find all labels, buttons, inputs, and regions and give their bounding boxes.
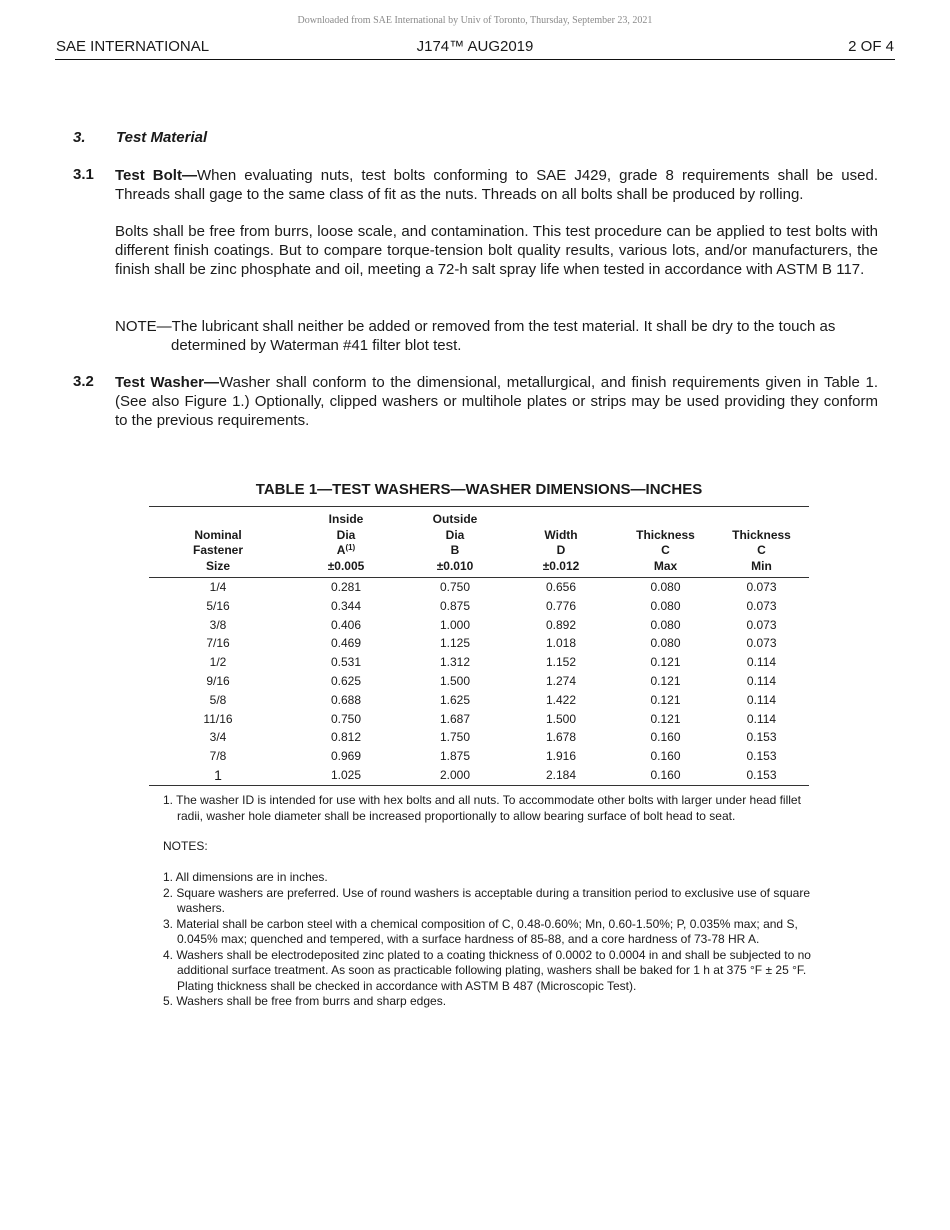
- col-header-line: C: [661, 543, 670, 557]
- table-cell: 0.160: [650, 749, 681, 764]
- table-cell: 0.080: [650, 617, 681, 632]
- note-item: 5. Washers shall be free from burrs and sharp edges.: [163, 994, 447, 1008]
- col-header-line: Size: [205, 558, 230, 573]
- table-cell: 1.750: [439, 730, 471, 745]
- table-row: [149, 616, 809, 635]
- col-header-line: B: [450, 543, 460, 557]
- col-header-line: ±0.005: [327, 558, 365, 573]
- section-3-1-paragraph-2: Bolts shall be free from burrs, loose scale, and contamination. This test procedure can be applied to test bolts with different finish coatings. But to compare torque-tension bolt quality results, various lots, and/or manufacturers, the finish shall be zinc phosphate and oil, meeting a 72-h salt spray life when tested in accordance with ASTM B 117.: [115, 223, 878, 278]
- table-header-row: [149, 512, 809, 578]
- table-cell: 7/16: [206, 636, 230, 651]
- section-3-1-note: [115, 317, 878, 355]
- section-3-title: Test Material: [116, 129, 208, 146]
- col-header-line: Thickness: [732, 527, 791, 542]
- col-header-line: Outside: [432, 512, 478, 526]
- table-cell: 1.625: [439, 692, 471, 707]
- col-header-line: Thickness: [636, 527, 695, 542]
- col-header-line: Nominal: [194, 527, 242, 542]
- table-cell: 1.916: [545, 749, 577, 764]
- table-cell: 0.160: [650, 767, 681, 782]
- table-cell: 1.422: [545, 692, 577, 707]
- table-row: [149, 634, 809, 653]
- table-cell: 0.080: [650, 598, 681, 613]
- col-header-line: Inside: [328, 512, 364, 526]
- col-header-thickness-max: [617, 512, 714, 578]
- col-header-symbol: A: [336, 543, 346, 557]
- section-3-2-title: Test Washer—: [115, 374, 220, 391]
- table-row: [149, 766, 809, 785]
- table-cell: 0.114: [746, 692, 777, 707]
- table-cell: 0.688: [330, 692, 362, 707]
- header-page-number: 2 OF 4: [848, 38, 894, 55]
- section-3-1-paragraph: [115, 166, 878, 204]
- header-divider: [55, 59, 895, 60]
- table-cell: 0.121: [650, 673, 681, 688]
- table-cell: 0.114: [746, 711, 777, 726]
- table-cell: 0.121: [650, 655, 681, 670]
- table-top-rule: [149, 506, 809, 507]
- table-row: [149, 728, 809, 747]
- table-row: [149, 578, 809, 597]
- table-cell: 0.080: [650, 636, 681, 651]
- col-header-line: Fastener: [192, 543, 244, 557]
- col-header-line: Dia: [336, 527, 356, 542]
- table-cell: 1.500: [545, 711, 577, 726]
- col-header-line: Dia: [445, 527, 465, 542]
- section-3-1-title: Test Bolt—: [115, 167, 197, 184]
- table-cell: 0.812: [330, 730, 362, 745]
- table-bottom-rule: [149, 785, 809, 786]
- note-line-1: NOTE—The lubricant shall neither be added or removed from the test material. It shall be dry to the touch as: [115, 318, 836, 335]
- table-cell: 1/2: [209, 655, 227, 670]
- table-cell: 2.000: [439, 767, 471, 782]
- table-cell: 0.531: [330, 655, 362, 670]
- table-cell: 0.892: [545, 617, 577, 632]
- table-cell: 11/16: [203, 711, 233, 726]
- section-3-2-paragraph: [115, 373, 878, 430]
- table-cell: 1.025: [330, 767, 362, 782]
- table-cell: 0.153: [746, 749, 777, 764]
- table-cell: 7/8: [209, 749, 227, 764]
- header-organization: SAE INTERNATIONAL: [56, 38, 210, 55]
- col-header-line: Width: [544, 527, 578, 542]
- footnote-text: 1. The washer ID is intended for use with hex bolts and all nuts. To accommodate other bolts with larger under head fillet radii, washer hole diameter shall be increased proportionally to allow bearing surface of bolt head to seat.: [163, 793, 801, 823]
- section-3-2-number: 3.2: [73, 373, 94, 390]
- table-cell: 0.776: [545, 598, 577, 613]
- col-header-line: Min: [751, 558, 772, 573]
- table-cell: 9/16: [206, 673, 230, 688]
- table-cell: 5/16: [206, 598, 230, 613]
- note-item: 1. All dimensions are in inches.: [163, 870, 328, 884]
- note-item: 3. Material shall be carbon steel with a chemical composition of C, 0.48-0.60%; Mn, 0.60-1.50%; P, 0.035% max; and S, 0.045% max; quenched and tempered, with a surface hardness of 85-88, and a core hardness of 73-78 HR A.: [163, 916, 798, 946]
- table-footnote-1: [163, 793, 813, 824]
- table-cell: 0.656: [545, 580, 577, 594]
- table-row: [149, 653, 809, 672]
- table-cell: 1.500: [439, 673, 471, 688]
- table-body: [149, 578, 809, 785]
- table-title: TABLE 1—TEST WASHERS—WASHER DIMENSIONS—INCHES: [255, 481, 703, 498]
- table-cell: 3/4: [209, 730, 227, 745]
- table-cell: 0.121: [650, 711, 681, 726]
- notes-list: [163, 870, 813, 1010]
- col-header-inside-dia: [287, 512, 405, 578]
- table-cell: 0.073: [746, 617, 777, 632]
- table-cell: 1.678: [545, 730, 577, 745]
- col-header-thickness-min: [714, 512, 809, 578]
- notes-label: NOTES:: [163, 839, 208, 853]
- footnote-ref: (1): [345, 543, 356, 552]
- table-row: [149, 672, 809, 691]
- table-cell: 0.469: [330, 636, 362, 651]
- table-cell: 0.160: [650, 730, 681, 745]
- table-cell: 0.344: [330, 598, 362, 613]
- col-header-line: ±0.012: [542, 558, 580, 573]
- table-cell: 1.125: [439, 636, 471, 651]
- note-line-2: determined by Waterman #41 filter blot test.: [171, 337, 462, 354]
- table-cell: 0.406: [330, 617, 362, 632]
- table-cell: 1.000: [439, 617, 471, 632]
- table-cell: 0.153: [746, 767, 777, 782]
- table-cell: 5/8: [209, 692, 227, 707]
- col-header-line: ±0.010: [436, 558, 474, 573]
- table-cell: 0.969: [330, 749, 362, 764]
- table-row: [149, 691, 809, 710]
- section-3-1-number: 3.1: [73, 166, 94, 183]
- table-cell: 1.312: [439, 655, 471, 670]
- table-cell: 0.625: [330, 673, 362, 688]
- table-row: [149, 597, 809, 616]
- table-cell: 3/8: [209, 617, 227, 632]
- col-header-line: [287, 543, 405, 559]
- table-cell: 1.875: [439, 749, 471, 764]
- table-cell: 1/4: [209, 580, 227, 594]
- table-row: [149, 710, 809, 729]
- table-cell: 0.073: [746, 636, 777, 651]
- note-item: 2. Square washers are preferred. Use of round washers is acceptable during a transition period to exclusive use of square washers.: [163, 885, 811, 915]
- table-cell: 0.073: [746, 580, 777, 594]
- table-cell: 0.750: [330, 711, 362, 726]
- table-cell: 1.152: [545, 655, 577, 670]
- table-cell: 1.687: [439, 711, 471, 726]
- table-row: [149, 747, 809, 766]
- table-cell: 1.274: [545, 673, 577, 688]
- col-header-width: [505, 512, 617, 578]
- table-cell: 0.114: [746, 655, 777, 670]
- table-cell: 0.153: [746, 730, 777, 745]
- download-watermark: Downloaded from SAE International by Univ of Toronto, Thursday, September 23, 2021: [297, 15, 653, 26]
- col-header-line: C: [757, 543, 766, 557]
- section-3-2-text: Washer shall conform to the dimensional, metallurgical, and finish requirements given in Table 1. (See also Figure 1.) Optionally, clipped washers or multihole plates or strips may be used providing they conform to the previous requirements.: [115, 374, 878, 429]
- table-cell: 1: [214, 766, 222, 783]
- table-cell: 0.281: [330, 580, 362, 594]
- table-cell: 2.184: [545, 767, 577, 782]
- section-3-1-text: When evaluating nuts, test bolts conforming to SAE J429, grade 8 requirements shall be used. Threads shall gage to the same class of fit as the nuts. Threads on all bolts shall be produced by rolling.: [115, 167, 878, 203]
- table-cell: 1.018: [545, 636, 577, 651]
- washer-dimensions-table: [149, 512, 809, 785]
- section-3-number: 3.: [73, 129, 86, 146]
- col-header-line: Max: [653, 558, 678, 573]
- table-cell: 0.121: [650, 692, 681, 707]
- col-header-outside-dia: [405, 512, 505, 578]
- col-header-nominal-size: [149, 512, 287, 578]
- table-cell: 0.875: [439, 598, 471, 613]
- table-cell: 0.080: [650, 580, 681, 594]
- note-item: 4. Washers shall be electrodeposited zinc plated to a coating thickness of 0.0002 to 0.0004 in and shall be subjected to no additional surface treatment. As soon as practicable following plating, washers shall be baked for 1 h at 375 °F ± 25 °F. Plating thickness shall be checked in accordance with ASTM B 487 (Microscopic Test).: [163, 947, 811, 993]
- header-document-id: J174™ AUG2019: [416, 38, 534, 55]
- table-cell: 0.750: [439, 580, 471, 594]
- table-cell: 0.114: [746, 673, 777, 688]
- col-header-line: D: [556, 543, 566, 557]
- table-cell: 0.073: [746, 598, 777, 613]
